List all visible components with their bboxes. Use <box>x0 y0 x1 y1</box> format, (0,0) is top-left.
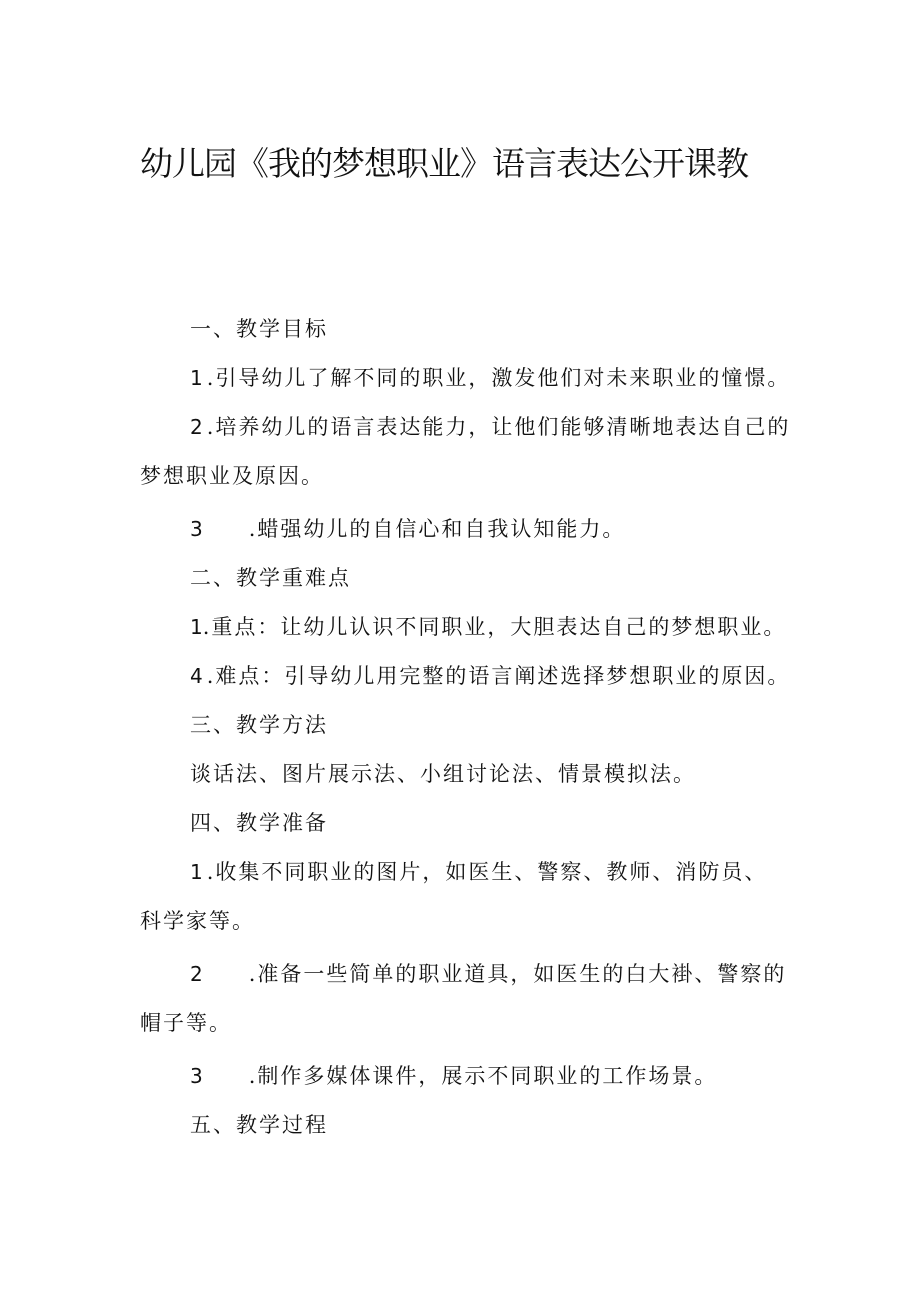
item-continuation: 帽子等。 <box>140 1011 232 1035</box>
list-item <box>140 1057 800 1095</box>
item-text: .培养幼儿的语言表达能力，让他们能够清晰地表达自己的 <box>206 415 791 439</box>
item-number: 1 <box>190 615 203 639</box>
list-item <box>140 408 800 446</box>
paragraph: 谈话法、图片展示法、小组讨论法、情景模拟法。 <box>190 762 696 786</box>
list-item <box>140 510 800 548</box>
document-body <box>140 310 800 1155</box>
item-number: 3 <box>190 517 203 541</box>
item-text: .蜡强幼儿的自信心和自我认知能力。 <box>248 517 626 541</box>
item-number: 1 <box>190 366 203 390</box>
item-text: .收集不同职业的图片，如医生、警察、教师、消防员、 <box>206 860 768 884</box>
section-heading: 四、教学准备 <box>190 811 328 835</box>
item-text: .引导幼儿了解不同的职业，激发他们对未来职业的憧憬。 <box>206 366 791 390</box>
list-item <box>140 955 800 993</box>
item-number: 2 <box>190 415 203 439</box>
section-heading: 二、教学重难点 <box>190 566 351 590</box>
section-heading: 五、教学过程 <box>190 1113 328 1137</box>
section-heading: 一、教学目标 <box>190 317 328 341</box>
section-heading: 三、教学方法 <box>190 713 328 737</box>
item-text: .准备一些简单的职业道具，如医生的白大褂、警察的 <box>248 962 787 986</box>
item-continuation: 梦想职业及原因。 <box>140 464 324 488</box>
document-title: 幼儿园《我的梦想职业》语言表达公开课教 <box>140 144 748 183</box>
list-item <box>140 608 800 646</box>
item-text: .制作多媒体课件，展示不同职业的工作场景。 <box>248 1064 718 1088</box>
item-number: 3 <box>190 1064 203 1088</box>
item-continuation: 科学家等。 <box>140 909 255 933</box>
item-number: 4 <box>190 664 203 688</box>
item-text: .难点：引导幼儿用完整的语言阐述选择梦想职业的原因。 <box>206 664 791 688</box>
list-item <box>140 359 800 397</box>
item-text: .重点：让幼儿认识不同职业，大胆表达自己的梦想职业。 <box>202 615 787 639</box>
list-item <box>140 853 800 891</box>
list-item <box>140 657 800 695</box>
item-number: 2 <box>190 962 203 986</box>
item-number: 1 <box>190 860 203 884</box>
